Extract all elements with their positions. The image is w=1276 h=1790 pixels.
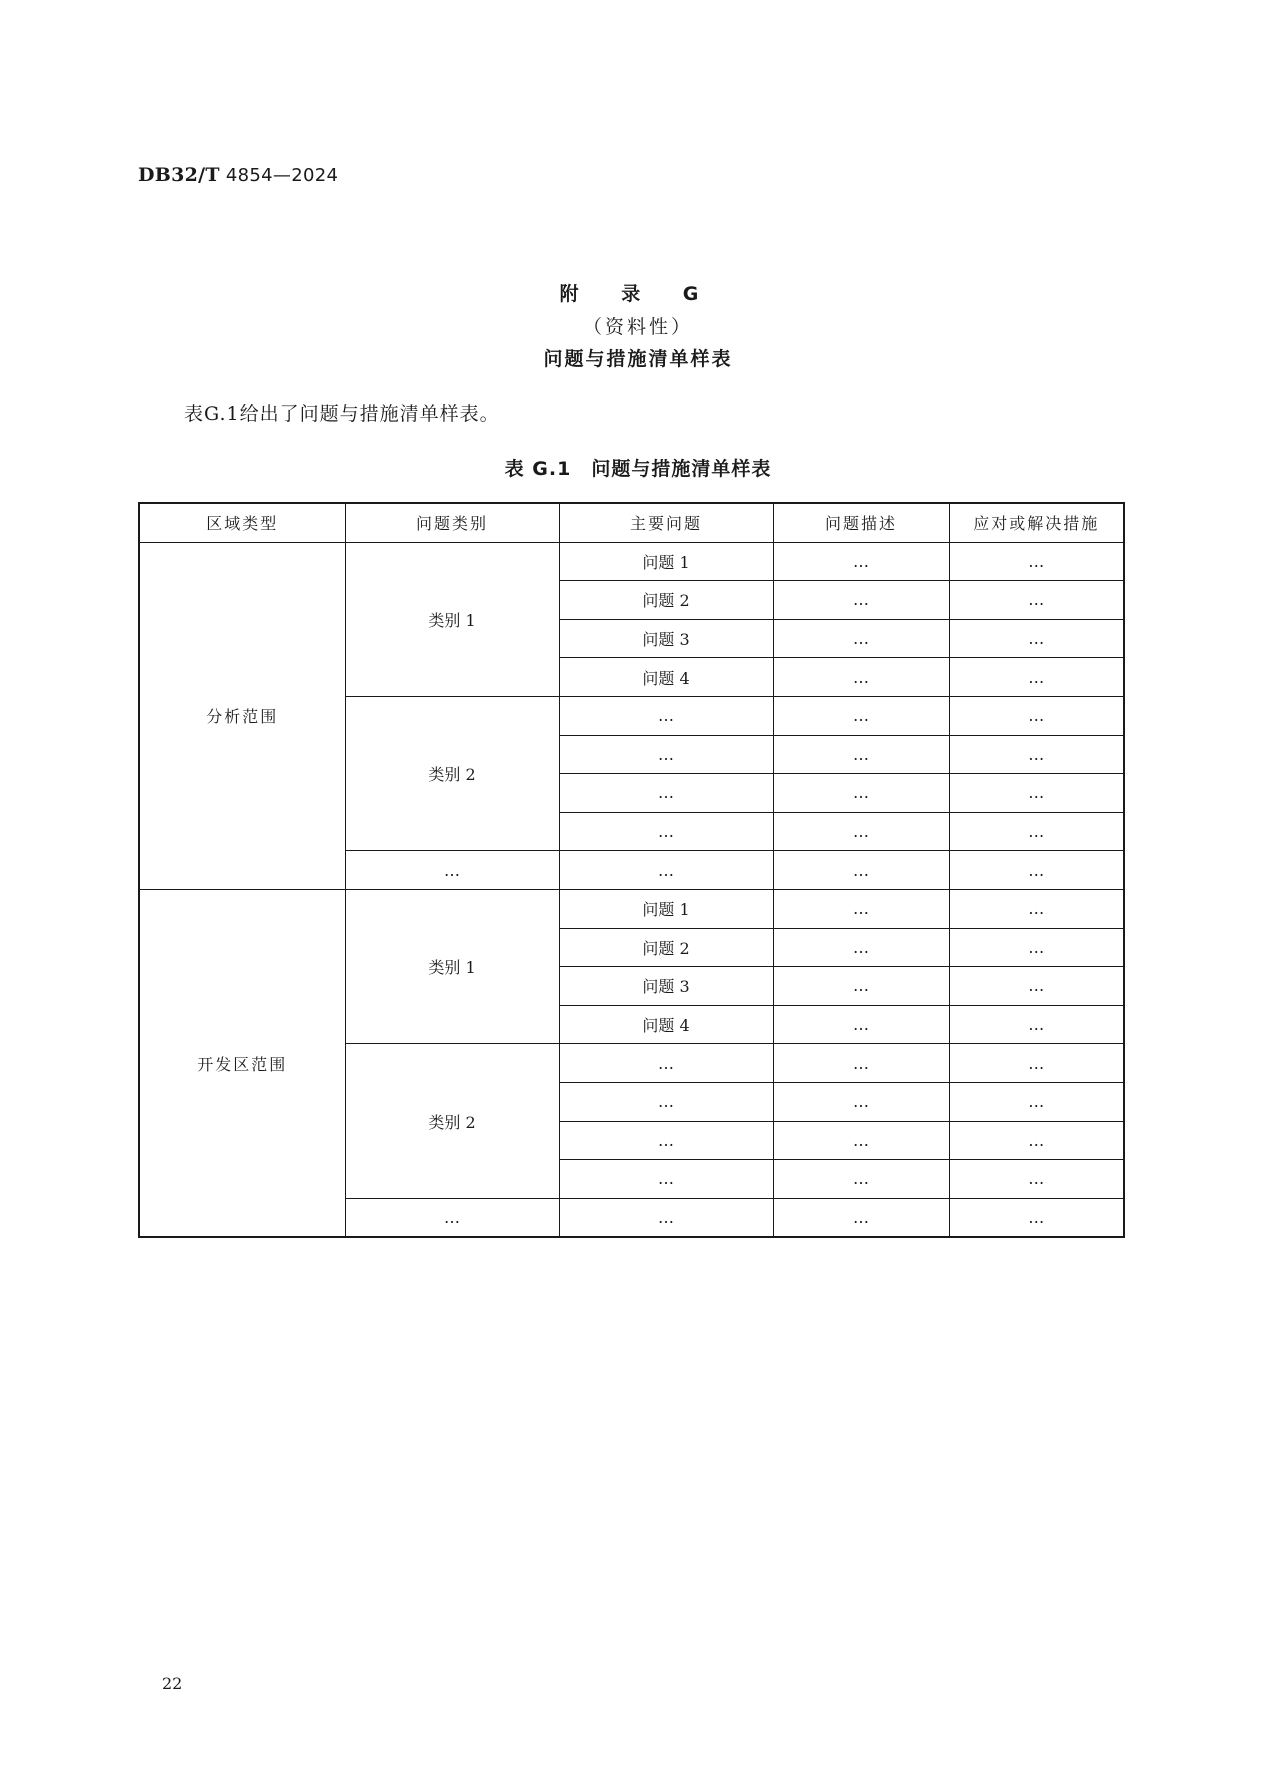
issue-cell: 问题 3: [559, 967, 773, 1006]
measure-cell: …: [949, 735, 1124, 774]
column-header: 问题描述: [773, 503, 949, 542]
description-cell: …: [773, 851, 949, 890]
table-row: [139, 542, 1124, 581]
description-cell: …: [773, 1082, 949, 1121]
category-cell: 类别 2: [345, 696, 559, 850]
description-cell: …: [773, 696, 949, 735]
issue-cell: …: [559, 696, 773, 735]
measure-cell: …: [949, 851, 1124, 890]
measure-cell: …: [949, 1044, 1124, 1083]
code-prefix: DB: [138, 164, 172, 186]
description-cell: …: [773, 889, 949, 928]
description-cell: …: [773, 542, 949, 581]
page-number: 22: [162, 1674, 183, 1693]
description-cell: …: [773, 619, 949, 658]
table-row: [139, 889, 1124, 928]
description-cell: …: [773, 1044, 949, 1083]
description-cell: …: [773, 1121, 949, 1160]
measure-cell: …: [949, 889, 1124, 928]
issue-cell: …: [559, 1121, 773, 1160]
issue-cell: 问题 4: [559, 1005, 773, 1044]
issue-cell: 问题 3: [559, 619, 773, 658]
column-header: 区域类型: [139, 503, 345, 542]
issue-cell: 问题 1: [559, 889, 773, 928]
description-cell: …: [773, 967, 949, 1006]
table-header-row: [139, 503, 1124, 542]
issue-cell: …: [559, 851, 773, 890]
measure-cell: …: [949, 542, 1124, 581]
issue-cell: …: [559, 1044, 773, 1083]
table-body: [139, 542, 1124, 1237]
category-cell: 类别 1: [345, 542, 559, 696]
description-cell: …: [773, 1198, 949, 1237]
measure-cell: …: [949, 1198, 1124, 1237]
description-cell: …: [773, 1160, 949, 1199]
category-cell: …: [345, 1198, 559, 1237]
category-cell: …: [345, 851, 559, 890]
description-cell: …: [773, 774, 949, 813]
issue-cell: 问题 2: [559, 581, 773, 620]
description-cell: …: [773, 581, 949, 620]
issue-cell: …: [559, 774, 773, 813]
standard-code: [138, 164, 338, 186]
issue-measure-table: [138, 502, 1125, 1238]
issue-cell: …: [559, 1198, 773, 1237]
issue-cell: 问题 1: [559, 542, 773, 581]
intro-text: 表G.1给出了问题与措施清单样表。: [184, 403, 500, 425]
issue-cell: 问题 4: [559, 658, 773, 697]
issue-cell: …: [559, 812, 773, 851]
issue-cell: 问题 2: [559, 928, 773, 967]
issue-cell: …: [559, 1160, 773, 1199]
measure-cell: …: [949, 619, 1124, 658]
column-header: 问题类别: [345, 503, 559, 542]
measure-cell: …: [949, 581, 1124, 620]
description-cell: …: [773, 658, 949, 697]
measure-cell: …: [949, 1005, 1124, 1044]
description-cell: …: [773, 735, 949, 774]
measure-cell: …: [949, 967, 1124, 1006]
code-mid: 32/T: [171, 164, 220, 186]
appendix-nature: （资料性）: [582, 316, 693, 338]
measure-cell: …: [949, 1082, 1124, 1121]
issue-cell: …: [559, 1082, 773, 1121]
measure-cell: …: [949, 696, 1124, 735]
category-cell: 类别 2: [345, 1044, 559, 1198]
category-cell: 类别 1: [345, 889, 559, 1043]
code-number: 4854—2024: [219, 165, 339, 186]
column-header: 应对或解决措施: [949, 503, 1124, 542]
issue-cell: …: [559, 735, 773, 774]
appendix-title: 问题与措施清单样表: [543, 348, 733, 370]
measure-cell: …: [949, 1160, 1124, 1199]
area-cell: 开发区范围: [139, 889, 345, 1237]
description-cell: …: [773, 1005, 949, 1044]
description-cell: …: [773, 812, 949, 851]
measure-cell: …: [949, 1121, 1124, 1160]
measure-cell: …: [949, 774, 1124, 813]
measure-cell: …: [949, 658, 1124, 697]
measure-cell: …: [949, 928, 1124, 967]
area-cell: 分析范围: [139, 542, 345, 889]
measure-cell: …: [949, 812, 1124, 851]
appendix-label: 附 录 G: [559, 283, 717, 305]
table-caption: 表 G.1 问题与措施清单样表: [504, 458, 772, 480]
column-header: 主要问题: [559, 503, 773, 542]
description-cell: …: [773, 928, 949, 967]
